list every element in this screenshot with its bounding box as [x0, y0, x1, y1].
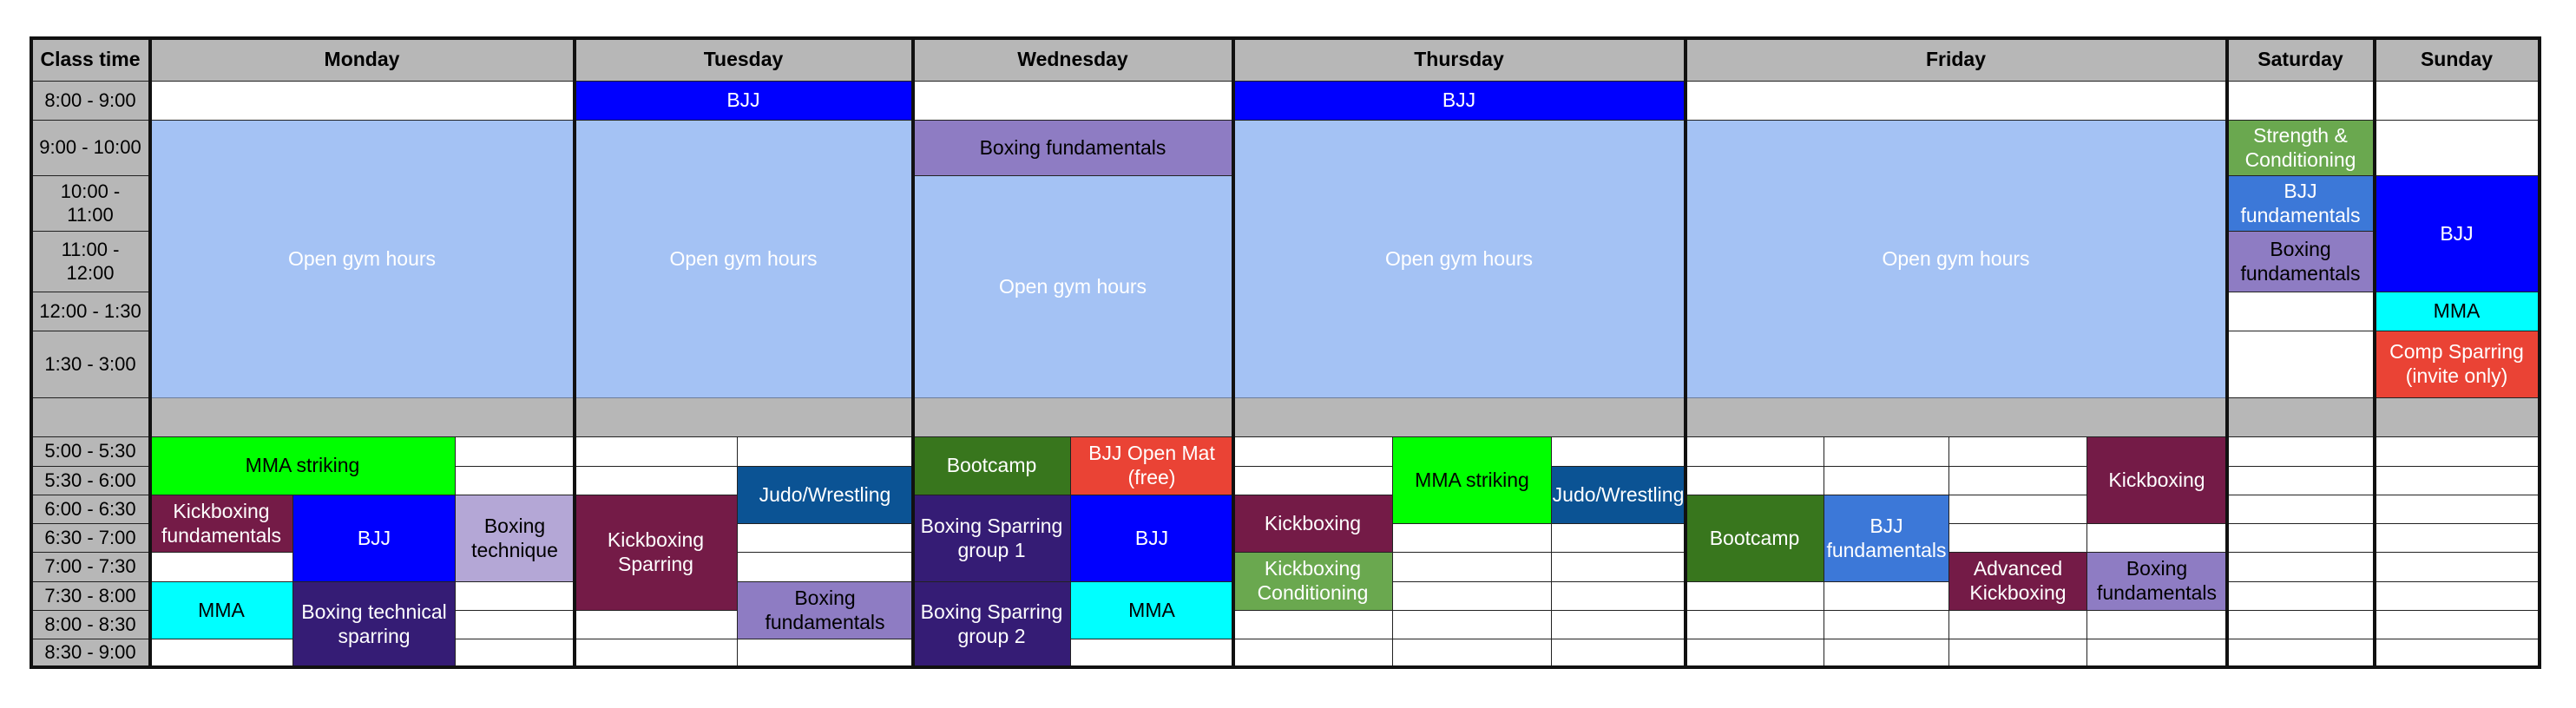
time-slot: 8:00 - 8:30 — [31, 611, 150, 639]
class-kickboxing-thursday: Kickboxing — [1233, 495, 1393, 553]
empty-cell — [2227, 582, 2375, 611]
empty-cell — [1949, 467, 2087, 495]
class-kickboxing-friday: Kickboxing — [2087, 437, 2227, 524]
class-bjj-monday: BJJ — [293, 495, 456, 582]
class-boxing-fundamentals-friday: Boxing fundamentals — [2087, 553, 2227, 611]
empty-cell — [2227, 553, 2375, 582]
empty-cell — [2227, 292, 2375, 331]
empty-cell — [738, 437, 913, 467]
empty-cell — [738, 553, 913, 582]
empty-cell — [456, 582, 575, 611]
empty-cell — [2227, 437, 2375, 467]
class-comp-sparring-sunday: Comp Sparring (invite only) — [2375, 331, 2540, 398]
empty-cell — [1949, 495, 2087, 524]
class-boxing-fundamentals-tuesday: Boxing fundamentals — [738, 582, 913, 639]
empty-cell — [150, 82, 575, 121]
class-kickboxing-conditioning-thursday: Kickboxing Conditioning — [1233, 553, 1393, 611]
time-slot: 7:30 - 8:00 — [31, 582, 150, 611]
class-mma-striking-monday: MMA striking — [150, 437, 456, 495]
empty-cell — [2375, 495, 2540, 524]
class-mma-monday: MMA — [150, 582, 293, 639]
empty-cell — [1949, 611, 2087, 639]
empty-cell — [575, 467, 738, 495]
class-kickboxing-sparring-tuesday: Kickboxing Sparring — [575, 495, 738, 611]
empty-cell — [1552, 437, 1686, 467]
empty-cell — [1552, 611, 1686, 639]
empty-cell — [1824, 467, 1949, 495]
class-judo-wrestling-thursday: Judo/Wrestling — [1552, 467, 1686, 524]
empty-cell — [913, 82, 1233, 121]
empty-cell — [1552, 639, 1686, 667]
empty-cell — [1393, 524, 1552, 553]
empty-cell — [2227, 524, 2375, 553]
empty-cell — [575, 611, 738, 639]
class-boxing-technical-sparring-monday: Boxing technical sparring — [293, 582, 456, 667]
class-advanced-kickboxing-friday: Advanced Kickboxing — [1949, 553, 2087, 611]
empty-cell — [456, 437, 575, 467]
empty-cell — [575, 639, 738, 667]
class-bjj-sunday: BJJ — [2375, 176, 2540, 292]
empty-cell — [1686, 437, 1824, 467]
header-tuesday: Tuesday — [575, 38, 913, 82]
header-class-time: Class time — [31, 38, 150, 82]
header-thursday: Thursday — [1233, 38, 1686, 82]
empty-cell — [1233, 611, 1393, 639]
empty-cell — [2375, 611, 2540, 639]
header-wednesday: Wednesday — [913, 38, 1233, 82]
class-open-gym-tuesday: Open gym hours — [575, 121, 913, 398]
header-saturday: Saturday — [2227, 38, 2375, 82]
empty-cell — [456, 467, 575, 495]
empty-cell — [738, 639, 913, 667]
empty-cell — [1552, 582, 1686, 611]
empty-cell — [2375, 121, 2540, 176]
class-bootcamp-friday: Bootcamp — [1686, 495, 1824, 582]
empty-cell — [2227, 495, 2375, 524]
empty-cell — [456, 611, 575, 639]
time-slot: 6:30 - 7:00 — [31, 524, 150, 553]
class-open-gym-thursday: Open gym hours — [1233, 121, 1686, 398]
empty-cell — [2375, 467, 2540, 495]
class-bjj-wednesday: BJJ — [1071, 495, 1233, 582]
empty-cell — [2227, 82, 2375, 121]
empty-cell — [2227, 611, 2375, 639]
time-slot: 7:00 - 7:30 — [31, 553, 150, 582]
class-kickboxing-fundamentals-monday: Kickboxing fundamentals — [150, 495, 293, 553]
class-open-gym-friday: Open gym hours — [1686, 121, 2227, 398]
empty-cell — [150, 639, 293, 667]
class-open-gym-monday: Open gym hours — [150, 121, 575, 398]
class-boxing-fundamentals-saturday: Boxing fundamentals — [2227, 232, 2375, 292]
class-bjj-open-mat-wednesday: BJJ Open Mat (free) — [1071, 437, 1233, 495]
class-open-gym-wednesday: Open gym hours — [913, 176, 1233, 398]
empty-cell — [1824, 639, 1949, 667]
class-boxing-sparring-group-2-wednesday: Boxing Sparring group 2 — [913, 582, 1071, 667]
empty-cell — [2087, 639, 2227, 667]
empty-cell — [1393, 582, 1552, 611]
class-bjj-fundamentals-friday: BJJ fundamentals — [1824, 495, 1949, 582]
header-sunday: Sunday — [2375, 38, 2540, 82]
afternoon-break-row — [150, 398, 2540, 437]
empty-cell — [1686, 639, 1824, 667]
time-slot: 12:00 - 1:30 — [31, 292, 150, 331]
time-slot: 8:30 - 9:00 — [31, 639, 150, 667]
class-bjj-tuesday: BJJ — [575, 82, 913, 121]
empty-cell — [575, 437, 738, 467]
empty-cell — [1552, 553, 1686, 582]
empty-cell — [2375, 639, 2540, 667]
empty-cell — [1393, 611, 1552, 639]
empty-cell — [1071, 639, 1233, 667]
empty-cell — [1824, 582, 1949, 611]
time-slot: 10:00 - 11:00 — [31, 176, 150, 232]
class-boxing-sparring-group-1-wednesday: Boxing Sparring group 1 — [913, 495, 1071, 582]
empty-cell — [2087, 611, 2227, 639]
empty-cell — [1393, 639, 1552, 667]
class-mma-sunday: MMA — [2375, 292, 2540, 331]
empty-cell — [1686, 467, 1824, 495]
time-slot: 9:00 - 10:00 — [31, 121, 150, 176]
empty-cell — [738, 524, 913, 553]
class-schedule-table — [31, 38, 2540, 667]
empty-cell — [1949, 524, 2087, 553]
class-mma-wednesday: MMA — [1071, 582, 1233, 639]
empty-cell — [2227, 467, 2375, 495]
empty-cell — [2375, 437, 2540, 467]
time-slot: 5:00 - 5:30 — [31, 437, 150, 467]
empty-cell — [456, 639, 575, 667]
empty-cell — [1233, 467, 1393, 495]
empty-cell — [2087, 524, 2227, 553]
time-slot: 5:30 - 6:00 — [31, 467, 150, 495]
header-monday: Monday — [150, 38, 575, 82]
empty-cell — [1824, 437, 1949, 467]
empty-cell — [2227, 331, 2375, 398]
class-boxing-technique-monday: Boxing technique — [456, 495, 575, 582]
empty-cell — [150, 553, 293, 582]
empty-cell — [1233, 437, 1393, 467]
empty-cell — [2375, 582, 2540, 611]
time-slot: 8:00 - 9:00 — [31, 82, 150, 121]
empty-cell — [2227, 639, 2375, 667]
empty-cell — [1393, 553, 1552, 582]
empty-cell — [1949, 639, 2087, 667]
empty-cell — [1686, 611, 1824, 639]
empty-cell — [2375, 82, 2540, 121]
class-mma-striking-thursday: MMA striking — [1393, 437, 1552, 524]
empty-cell — [2375, 553, 2540, 582]
time-slot: 6:00 - 6:30 — [31, 495, 150, 524]
empty-cell — [1949, 437, 2087, 467]
class-judo-wrestling-tuesday: Judo/Wrestling — [738, 467, 913, 524]
class-boxing-fundamentals-wednesday: Boxing fundamentals — [913, 121, 1233, 176]
time-slot: 11:00 - 12:00 — [31, 232, 150, 292]
empty-cell — [1233, 639, 1393, 667]
time-slot: 1:30 - 3:00 — [31, 331, 150, 398]
empty-cell — [1686, 582, 1824, 611]
time-slot — [31, 398, 150, 437]
empty-cell — [1552, 524, 1686, 553]
class-bjj-fundamentals-saturday: BJJ fundamentals — [2227, 176, 2375, 232]
empty-cell — [2375, 524, 2540, 553]
class-bootcamp-wednesday: Bootcamp — [913, 437, 1071, 495]
header-friday: Friday — [1686, 38, 2227, 82]
class-bjj-thursday: BJJ — [1233, 82, 1686, 121]
empty-cell — [1824, 611, 1949, 639]
class-strength-conditioning-saturday: Strength & Conditioning — [2227, 121, 2375, 176]
empty-cell — [1686, 82, 2227, 121]
